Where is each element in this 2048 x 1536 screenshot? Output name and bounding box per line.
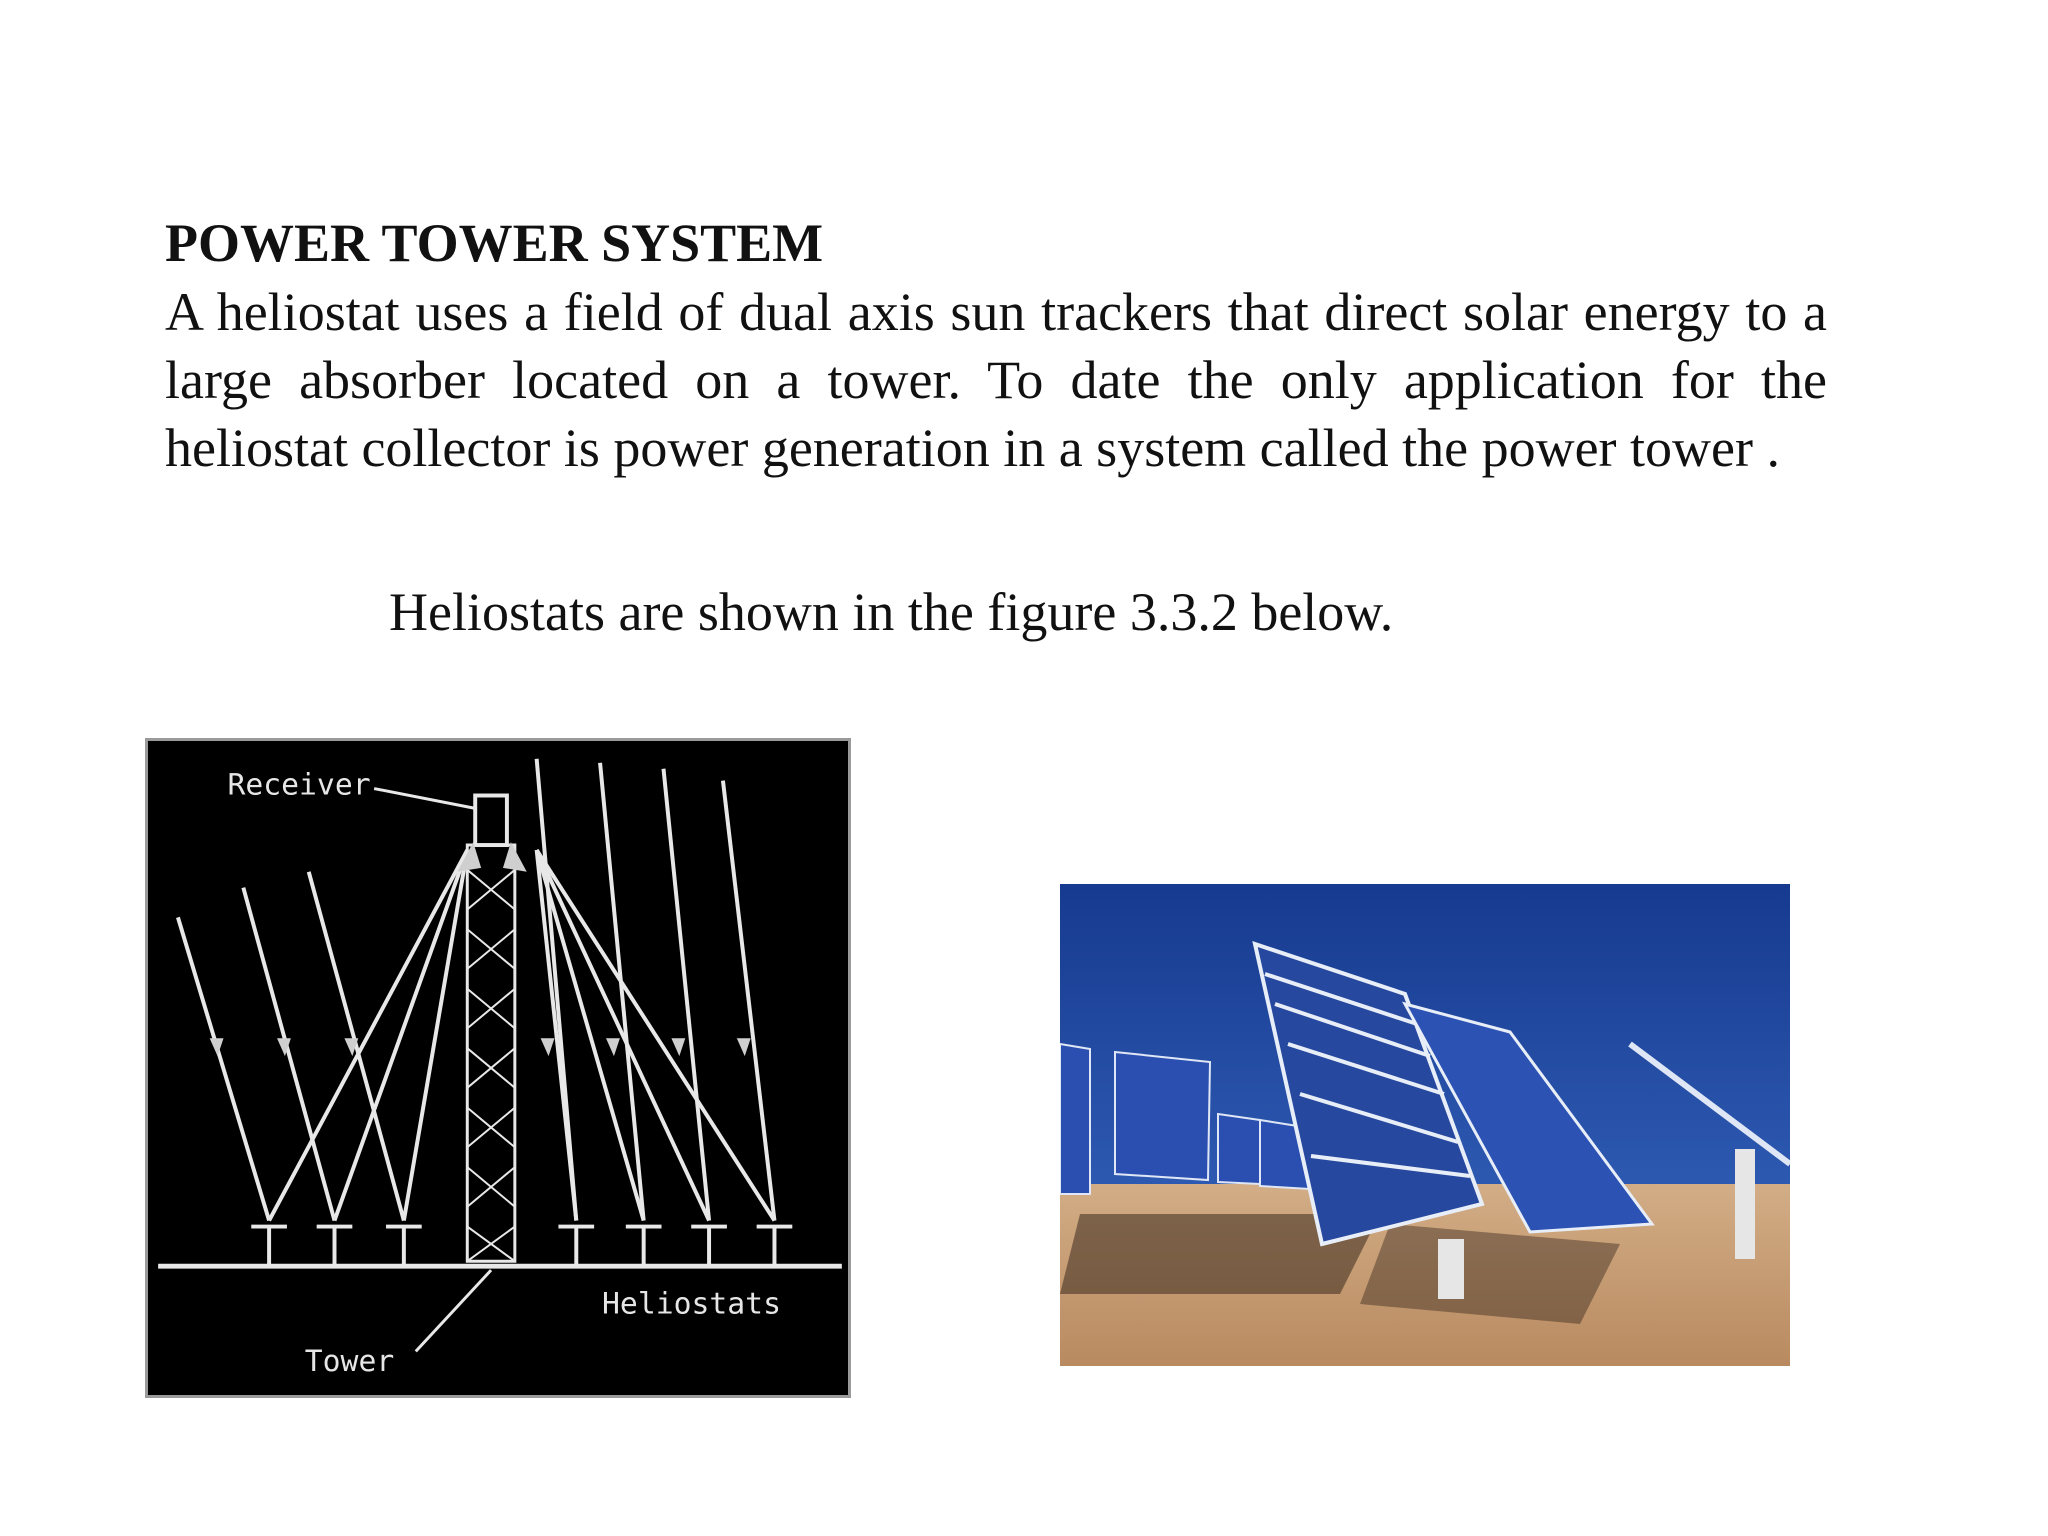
- heliostat-mirror: [757, 1227, 793, 1265]
- sun-ray: [309, 872, 404, 1221]
- page-heading: POWER TOWER SYSTEM: [165, 213, 824, 273]
- heliostat-panel: [1115, 1052, 1210, 1180]
- figure-caption: Heliostats are shown in the figure 3.3.2 below.: [389, 582, 1394, 642]
- heliostat-mirror: [558, 1227, 594, 1265]
- heliostat-mirror: [317, 1227, 353, 1265]
- reflected-ray: [537, 850, 709, 1221]
- heliostat-mirror: [251, 1227, 287, 1265]
- receiver-leader-line: [374, 789, 475, 809]
- heliostat-panel: [1060, 1044, 1090, 1194]
- sun-ray: [663, 769, 709, 1221]
- power-tower-diagram-svg: [148, 741, 848, 1395]
- arrow-head: [541, 1038, 555, 1056]
- heliostat-mirror: [386, 1227, 422, 1265]
- sun-ray: [178, 917, 269, 1220]
- power-tower-diagram: [145, 738, 851, 1398]
- tower-label: Tower: [304, 1344, 395, 1380]
- heliostat-photo: [1060, 884, 1790, 1366]
- heliostat-mirror: [626, 1227, 662, 1265]
- heliostat-panel: [1218, 1114, 1260, 1184]
- receiver-label: Receiver: [227, 767, 371, 803]
- arrow-head: [606, 1038, 620, 1056]
- sun-ray: [243, 888, 334, 1221]
- heliostat-photo-svg: [1060, 884, 1790, 1366]
- heliostat-mirror: [691, 1227, 727, 1265]
- arrow-head: [210, 1038, 224, 1056]
- heliostats-label: Heliostats: [602, 1286, 781, 1322]
- tower-lattice: [467, 870, 515, 1261]
- body-paragraph: A heliostat uses a field of dual axis sun trackers that direct solar energy to a large absorber located on a tower. To date the only application for the heliostat collector is power generation in a system called the power tower .: [165, 282, 1827, 478]
- arrow-head: [671, 1038, 685, 1056]
- pedestal: [1735, 1149, 1755, 1259]
- tower-leader-line: [416, 1270, 491, 1351]
- receiver-box: [475, 796, 507, 846]
- arrow-head: [737, 1038, 751, 1056]
- pedestal: [1438, 1239, 1464, 1299]
